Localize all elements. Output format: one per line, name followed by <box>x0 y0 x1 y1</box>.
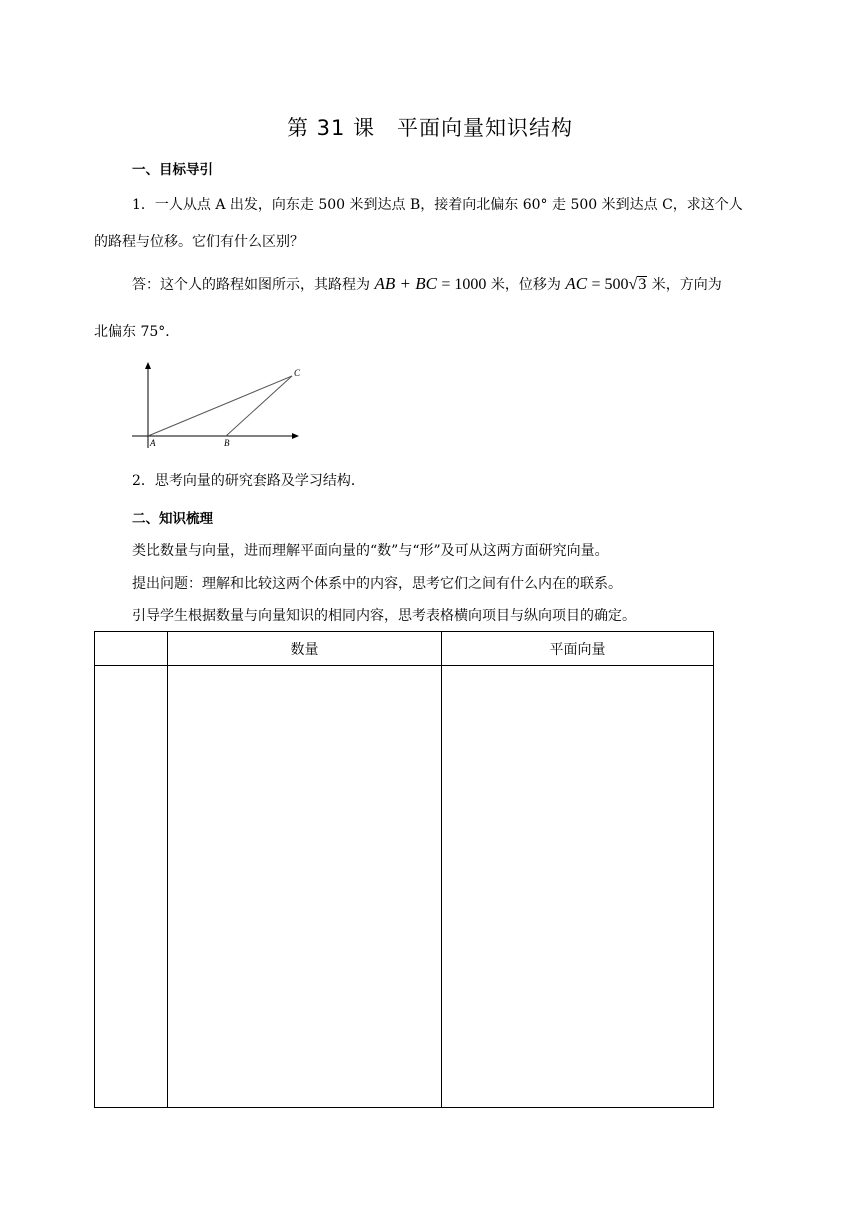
header-cell-blank <box>95 632 168 666</box>
answer-sqrt: 3 <box>638 276 647 293</box>
body-cell-label <box>95 666 168 1108</box>
answer-path-value: = 1000 <box>441 276 487 293</box>
segment-bc <box>226 376 292 436</box>
table-body-row <box>95 666 714 1108</box>
section2-para1: 类比数量与向量，进而理解平面向量的“数”与“形”及可从这两方面研究向量。 <box>132 543 609 559</box>
answer-line2: 北偏东 75°． <box>94 324 180 340</box>
section2-heading: 二、知识梳理 <box>132 511 213 527</box>
answer-prefix: 答：这个人的路程如图所示，其路程为 <box>132 277 370 293</box>
label-a: A <box>150 438 156 448</box>
section2-para2: 提出问题：理解和比较这两个体系中的内容，思考它们之间有什么内在的联系。 <box>132 576 622 592</box>
header-cell-vector: 平面向量 <box>442 632 714 666</box>
question1-line1: 1．一人从点 A 出发，向东走 500 米到达点 B，接着向北偏东 60° 走 500 米到达点 C，求这个人 <box>132 197 743 213</box>
answer-displacement-value: = 500 <box>591 276 629 293</box>
question1-line2: 的路程与位移。它们有什么区别？ <box>94 234 304 250</box>
label-b: B <box>224 438 230 448</box>
answer-suffix: 米，方向为 <box>651 277 722 293</box>
segment-ac <box>148 376 292 436</box>
body-cell-quantity <box>168 666 442 1108</box>
answer-expr-displacement: AC <box>565 274 588 293</box>
label-c: C <box>294 368 301 378</box>
section2-para3: 引导学生根据数量与向量知识的相同内容，思考表格横向项目与纵向项目的确定。 <box>132 608 636 624</box>
question2: 2．思考向量的研究套路及学习结构． <box>132 473 365 489</box>
answer-expr-path: AB + BC <box>374 274 437 293</box>
answer-mid: 米，位移为 <box>490 277 561 293</box>
body-cell-vector <box>442 666 714 1108</box>
section1-heading: 一、目标导引 <box>132 162 213 178</box>
header-cell-quantity: 数量 <box>168 632 442 666</box>
answer-line1: 答：这个人的路程如图所示，其路程为 AB + BC = 1000 米，位移为 AC = 500√3 米，方向为 <box>132 274 722 293</box>
route-figure <box>126 358 306 453</box>
knowledge-table <box>94 631 714 1108</box>
table-header-row <box>95 632 714 666</box>
page-title: 第 31 课 平面向量知识结构 <box>286 116 574 140</box>
